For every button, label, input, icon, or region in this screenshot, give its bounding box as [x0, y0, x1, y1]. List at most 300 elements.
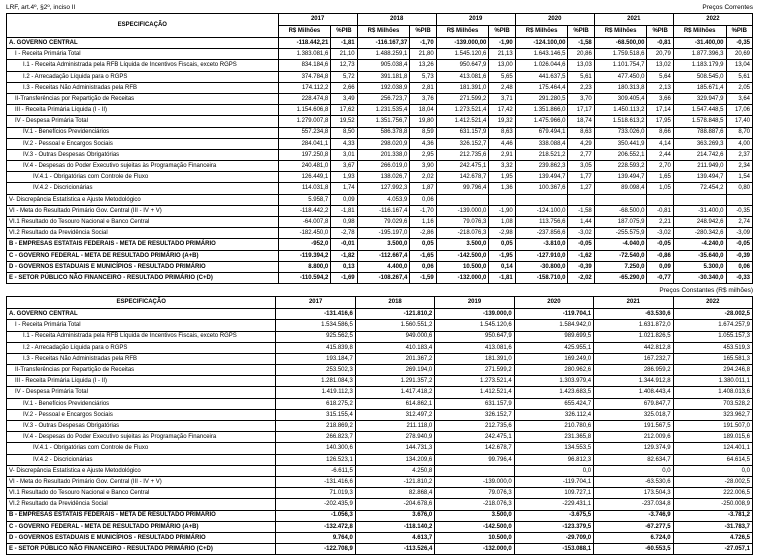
- table-row: [7, 138, 753, 149]
- row-value: -237.034,8: [594, 499, 673, 510]
- row-value: 271.599,2: [435, 365, 514, 376]
- row-label: IV - Despesa Primária Total: [7, 387, 276, 398]
- row-value: 5.300,0: [673, 261, 726, 272]
- row-value: -237.856,6: [515, 228, 568, 239]
- row-value: [436, 194, 489, 205]
- row-value: 82.868,4: [355, 488, 434, 499]
- row-value: 2,02: [410, 172, 436, 183]
- row-value: -131.416,6: [276, 309, 355, 320]
- row-value: -153.088,1: [514, 544, 593, 555]
- row-value: 618.275,2: [276, 398, 355, 409]
- table1-sub-2021-value: R$ Milhões: [594, 26, 647, 38]
- row-value: -127.910,0: [515, 250, 568, 261]
- table2-year-header-row: [7, 297, 753, 309]
- row-value: 2,77: [568, 149, 594, 160]
- table-row: [7, 342, 753, 353]
- row-value: 139.494,7: [673, 172, 726, 183]
- row-value: 228.593,2: [594, 161, 647, 172]
- row-value: 17,42: [489, 105, 515, 116]
- row-value: 212.735,6: [435, 421, 514, 432]
- row-value: 13,26: [410, 60, 436, 71]
- table1-year-2018: 2018: [357, 14, 436, 26]
- row-value: -63.530,6: [594, 476, 673, 487]
- row-label: IV.2 - Pessoal e Encargos Sociais: [7, 138, 279, 149]
- row-value: 1.026.044,6: [515, 60, 568, 71]
- row-value: 325.018,7: [594, 409, 673, 420]
- row-value: 5,72: [331, 71, 357, 82]
- row-value: 1.631.872,0: [594, 320, 673, 331]
- row-label: VI - Meta do Resultado Primário Gov. Central (III - IV + V): [7, 205, 279, 216]
- row-value: -31.400,0: [673, 205, 726, 216]
- table-row: [7, 82, 753, 93]
- row-value: 7.250,0: [594, 261, 647, 272]
- row-value: -124.100,0: [515, 205, 568, 216]
- table-row: [7, 172, 753, 183]
- row-value: 1.231.535,4: [357, 105, 410, 116]
- row-label: IV.2 - Pessoal e Encargos Sociais: [7, 409, 276, 420]
- row-label: D - GOVERNOS ESTADUAIS E MUNICÍPIOS - RESULTADO PRIMÁRIO: [7, 261, 279, 272]
- row-label: IV.3 - Outras Despesas Obrigatórias: [7, 149, 279, 160]
- row-value: 1.183.179,9: [673, 60, 726, 71]
- row-value: 312.497,2: [355, 409, 434, 420]
- row-value: [435, 465, 514, 476]
- row-value: 4,14: [647, 138, 673, 149]
- row-value: 134.209,6: [355, 454, 434, 465]
- row-value: -1,82: [331, 250, 357, 261]
- row-value: -4.040,0: [594, 239, 647, 250]
- row-value: -0,81: [647, 205, 673, 216]
- row-value: 508.545,0: [673, 71, 726, 82]
- row-value: 614.862,1: [355, 398, 434, 409]
- table1-year-2020: 2020: [515, 14, 594, 26]
- row-value: 1,08: [489, 217, 515, 228]
- row-value: -131.416,6: [276, 476, 355, 487]
- row-value: 1.408.013,6: [673, 387, 752, 398]
- row-value: [594, 194, 647, 205]
- row-value: 1.534.586,5: [276, 320, 355, 331]
- row-value: 269.194,0: [355, 365, 434, 376]
- row-value: 242.475,1: [436, 161, 489, 172]
- row-value: 326.112,4: [514, 409, 593, 420]
- row-value: 2,34: [726, 161, 752, 172]
- row-value: -1,58: [568, 205, 594, 216]
- row-value: 4.053,9: [357, 194, 410, 205]
- row-value: 4,46: [489, 138, 515, 149]
- row-value: 8,63: [489, 127, 515, 138]
- row-value: 79.076,3: [436, 217, 489, 228]
- row-value: 1.383.081,6: [278, 49, 331, 60]
- row-value: 1.412.521,4: [436, 116, 489, 127]
- row-label: IV.4.2 - Discricionárias: [7, 183, 279, 194]
- row-value: [647, 194, 673, 205]
- row-label: IV.1 - Benefícios Previdenciários: [7, 127, 279, 138]
- row-value: -3,09: [726, 228, 752, 239]
- table-row: [7, 532, 753, 543]
- table-row: [7, 387, 753, 398]
- row-value: 20,79: [647, 49, 673, 60]
- row-value: -118.140,2: [355, 521, 434, 532]
- row-value: -0,86: [647, 250, 673, 261]
- row-value: 17,17: [568, 105, 594, 116]
- table1-sub-2017-value: R$ Milhões: [278, 26, 331, 38]
- row-value: [568, 194, 594, 205]
- table-row: [7, 510, 753, 521]
- row-value: -123.379,5: [514, 521, 593, 532]
- table1-col-especificacao: ESPECIFICAÇÃO: [7, 14, 279, 38]
- row-value: 2,81: [410, 82, 436, 93]
- row-label: VI.1 Resultado do Tesouro Nacional e Banco Central: [7, 217, 279, 228]
- row-value: -1,58: [568, 38, 594, 49]
- row-value: 206.552,1: [594, 149, 647, 160]
- row-value: 1.281.084,3: [276, 376, 355, 387]
- document-header: [6, 4, 753, 11]
- row-value: 82.634,7: [594, 454, 673, 465]
- row-value: 248.942,6: [673, 217, 726, 228]
- table1-year-2017: 2017: [278, 14, 357, 26]
- row-value: 425.955,1: [514, 342, 593, 353]
- row-value: 180.313,8: [594, 82, 647, 93]
- row-value: 6.724,0: [594, 532, 673, 543]
- row-value: 174.112,2: [278, 82, 331, 93]
- row-value: -65.290,0: [594, 272, 647, 283]
- row-value: 1.518.613,2: [594, 116, 647, 127]
- row-value: -3.781,2: [673, 510, 752, 521]
- row-value: 13,02: [647, 60, 673, 71]
- row-value: 3.500,0: [435, 510, 514, 521]
- row-value: 17,06: [726, 105, 752, 116]
- table-row: [7, 376, 753, 387]
- row-value: 165.581,3: [673, 353, 752, 364]
- row-value: -1,59: [410, 272, 436, 283]
- row-value: 228.474,8: [278, 93, 331, 104]
- row-value: 1.055.157,3: [673, 331, 752, 342]
- row-value: 181.391,0: [435, 353, 514, 364]
- row-value: 181.391,0: [436, 82, 489, 93]
- row-value: 1.643.146,5: [515, 49, 568, 60]
- row-label: V- Discrepância Estatística e Ajuste Metodológico: [7, 194, 279, 205]
- row-label: III - Receita Primária Líquida (I - II): [7, 376, 276, 387]
- row-value: -1,81: [331, 205, 357, 216]
- table-row: [7, 421, 753, 432]
- row-value: 1,77: [568, 172, 594, 183]
- row-value: -0,01: [331, 239, 357, 250]
- row-value: 3,05: [568, 161, 594, 172]
- row-value: -112.667,4: [357, 250, 410, 261]
- row-value: 9.764,0: [276, 532, 355, 543]
- row-value: [673, 194, 726, 205]
- row-value: -1.056,3: [276, 510, 355, 521]
- table-row: [7, 443, 753, 454]
- row-label: D - GOVERNOS ESTADUAIS E MUNICÍPIOS - RESULTADO PRIMÁRIO: [7, 532, 276, 543]
- table1-sub-2022-pib: %PIB: [726, 26, 752, 38]
- row-label: II-Transferências por Repartição de Receitas: [7, 365, 276, 376]
- row-label: I.3 - Receitas Não Administradas pela RFB: [7, 353, 276, 364]
- row-value: 338.088,4: [515, 138, 568, 149]
- row-value: 415.839,8: [276, 342, 355, 353]
- row-value: 4,33: [331, 138, 357, 149]
- row-value: 0,0: [673, 465, 752, 476]
- row-value: -121.810,2: [355, 476, 434, 487]
- row-value: 218.521,2: [515, 149, 568, 160]
- row-value: 326.152,7: [435, 409, 514, 420]
- row-value: -952,0: [278, 239, 331, 250]
- row-value: 8,70: [726, 127, 752, 138]
- row-value: 0,09: [647, 261, 673, 272]
- table2-year-2022: 2022: [673, 297, 752, 309]
- table-row: [7, 454, 753, 465]
- row-value: 1.291.357,2: [355, 376, 434, 387]
- row-value: 19,80: [410, 116, 436, 127]
- table-row: [7, 309, 753, 320]
- row-value: -1,90: [489, 205, 515, 216]
- row-value: 96.812,3: [514, 454, 593, 465]
- row-value: 1.488.259,1: [357, 49, 410, 60]
- table-row: [7, 228, 753, 239]
- row-label: E - SETOR PÚBLICO NÃO FINANCEIRO - RESULTADO PRIMÁRIO (C+D): [7, 272, 279, 283]
- row-value: 21,80: [410, 49, 436, 60]
- row-value: 212.735,6: [436, 149, 489, 160]
- row-value: 679.494,1: [515, 127, 568, 138]
- row-value: -0,35: [726, 38, 752, 49]
- row-value: 989.699,5: [514, 331, 593, 342]
- row-value: -118.442,21: [278, 38, 331, 49]
- row-value: 210.780,6: [514, 421, 593, 432]
- row-value: 631.157,9: [436, 127, 489, 138]
- row-label: I.1 - Receita Administrada pela RFB Líquida de Incentivos Fiscais, exceto RGPS: [7, 331, 276, 342]
- row-value: 3,67: [331, 161, 357, 172]
- row-value: [489, 194, 515, 205]
- row-label: C - GOVERNO FEDERAL - META DE RESULTADO PRIMÁRIO (A+B): [7, 521, 276, 532]
- row-value: -202.435,9: [276, 499, 355, 510]
- row-label: C - GOVERNO FEDERAL - META DE RESULTADO PRIMÁRIO (A+B): [7, 250, 279, 261]
- row-value: -60.553,5: [594, 544, 673, 555]
- row-value: 0,0: [514, 465, 593, 476]
- row-value: -1,62: [568, 250, 594, 261]
- row-value: 391.181,8: [357, 71, 410, 82]
- row-value: 1.547.448,5: [673, 105, 726, 116]
- row-value: 0,80: [726, 183, 752, 194]
- row-value: 71.019,3: [276, 488, 355, 499]
- row-value: -6.611,5: [276, 465, 355, 476]
- row-value: 1.303.979,4: [514, 376, 593, 387]
- row-value: 5,65: [489, 71, 515, 82]
- row-value: 126.449,1: [278, 172, 331, 183]
- row-value: 655.424,7: [514, 398, 593, 409]
- table-row: [7, 365, 753, 376]
- row-value: 192.038,9: [357, 82, 410, 93]
- row-value: 5.958,7: [278, 194, 331, 205]
- row-value: 1.417.418,2: [355, 387, 434, 398]
- row-label: II-Transferências por Repartição de Receitas: [7, 93, 279, 104]
- row-value: 2,48: [489, 82, 515, 93]
- table-row: [7, 93, 753, 104]
- row-value: 89.098,4: [594, 183, 647, 194]
- row-value: 4,29: [568, 138, 594, 149]
- precos-constantes-label: Preços Constantes (R$ milhões): [659, 287, 753, 295]
- row-value: -30.340,0: [673, 272, 726, 283]
- row-value: -31.400,00: [673, 38, 726, 49]
- row-value: -119.704,1: [514, 309, 593, 320]
- row-value: 191.507,0: [673, 421, 752, 432]
- row-value: 126.523,1: [276, 454, 355, 465]
- row-value: 211.118,0: [355, 421, 434, 432]
- table-row: [7, 320, 753, 331]
- row-value: 278.940,9: [355, 432, 434, 443]
- table-precos-correntes: [6, 13, 753, 284]
- row-value: 1.273.521,4: [435, 376, 514, 387]
- row-value: 291.280,5: [515, 93, 568, 104]
- row-value: -1,95: [489, 250, 515, 261]
- table-row: [7, 331, 753, 342]
- precos-constantes-header: [6, 287, 753, 294]
- row-value: 949.000,6: [355, 331, 434, 342]
- row-value: 788.887,6: [673, 127, 726, 138]
- row-value: 4.613,7: [355, 532, 434, 543]
- row-value: 187.075,9: [594, 217, 647, 228]
- table-row: [7, 272, 753, 283]
- row-value: -1,65: [410, 250, 436, 261]
- row-value: -67.277,5: [594, 521, 673, 532]
- row-value: -124.100,00: [515, 38, 568, 49]
- row-value: -195.197,0: [357, 228, 410, 239]
- row-value: 374.784,8: [278, 71, 331, 82]
- row-value: 350.441,9: [594, 138, 647, 149]
- row-value: -182.450,0: [278, 228, 331, 239]
- row-value: -280.342,6: [673, 228, 726, 239]
- table-row: [7, 217, 753, 228]
- row-label: IV.3 - Outras Despesas Obrigatórias: [7, 421, 276, 432]
- row-value: 113.756,6: [515, 217, 568, 228]
- row-value: 201.338,0: [357, 149, 410, 160]
- row-value: 17,40: [726, 116, 752, 127]
- row-value: 1.759.518,6: [594, 49, 647, 60]
- row-value: -28.002,5: [673, 309, 752, 320]
- row-value: -4.240,0: [673, 239, 726, 250]
- row-value: -132.000,0: [435, 544, 514, 555]
- table1-sub-2020-value: R$ Milhões: [515, 26, 568, 38]
- row-value: 185.671,4: [673, 82, 726, 93]
- row-value: -0,39: [568, 261, 594, 272]
- table-row: [7, 239, 753, 250]
- row-value: 3,70: [568, 93, 594, 104]
- row-value: -1,81: [331, 38, 357, 49]
- table1-sub-2018-value: R$ Milhões: [357, 26, 410, 38]
- row-value: 169.249,0: [514, 353, 593, 364]
- row-value: -1,69: [331, 272, 357, 283]
- lrf-reference: LRF, art.4º, §2º, inciso II: [6, 4, 76, 11]
- row-value: -28.002,5: [673, 476, 752, 487]
- row-value: 138.026,7: [357, 172, 410, 183]
- row-value: -29.709,0: [514, 532, 593, 543]
- row-value: 17,95: [647, 116, 673, 127]
- row-label: I.2 - Arrecadação Líquida para o RGPS: [7, 342, 276, 353]
- row-value: 453.519,3: [673, 342, 752, 353]
- table1-year-2021: 2021: [594, 14, 673, 26]
- row-value: 441.637,5: [515, 71, 568, 82]
- row-value: 140.300,6: [276, 443, 355, 454]
- row-label: V- Discrepância Estatística e Ajuste Metodológico: [7, 465, 276, 476]
- row-value: 3,49: [331, 93, 357, 104]
- row-value: 109.727,1: [514, 488, 593, 499]
- row-value: 326.152,7: [436, 138, 489, 149]
- row-value: -132.472,8: [276, 521, 355, 532]
- row-value: 3.500,0: [357, 239, 410, 250]
- row-value: -229.431,1: [514, 499, 593, 510]
- table-row: [7, 544, 753, 555]
- row-value: 134.553,5: [514, 443, 593, 454]
- row-value: 197.250,8: [278, 149, 331, 160]
- row-value: -142.500,0: [436, 250, 489, 261]
- row-value: 10.500,0: [436, 261, 489, 272]
- row-value: 1,54: [726, 172, 752, 183]
- row-value: -142.500,0: [435, 521, 514, 532]
- row-value: 410.183,4: [355, 342, 434, 353]
- table-row: [7, 105, 753, 116]
- row-value: -3,02: [568, 228, 594, 239]
- table1-year-2019: 2019: [436, 14, 515, 26]
- table-row: [7, 499, 753, 510]
- row-value: 1,27: [568, 183, 594, 194]
- table-row: [7, 60, 753, 71]
- row-value: 5,64: [647, 71, 673, 82]
- row-value: 1,95: [489, 172, 515, 183]
- row-value: 72.454,2: [673, 183, 726, 194]
- row-value: -108.267,4: [357, 272, 410, 283]
- row-value: -250.008,9: [673, 499, 752, 510]
- table-row: [7, 398, 753, 409]
- row-label: IV.4.1 - Obrigatórias com Controle de Fluxo: [7, 172, 279, 183]
- row-label: E - SETOR PÚBLICO NÃO FINANCEIRO - RESULTADO PRIMÁRIO (C+D): [7, 544, 276, 555]
- table-row: [7, 183, 753, 194]
- row-value: -3.810,0: [515, 239, 568, 250]
- row-value: [726, 194, 752, 205]
- row-value: -119.704,1: [514, 476, 593, 487]
- table-row: [7, 38, 753, 49]
- row-value: -132.000,0: [436, 272, 489, 283]
- row-value: 315.155,4: [276, 409, 355, 420]
- row-value: -35.640,0: [673, 250, 726, 261]
- row-value: -158.710,0: [515, 272, 568, 283]
- row-value: -1,81: [489, 272, 515, 283]
- row-value: -122.708,9: [276, 544, 355, 555]
- table-row: [7, 521, 753, 532]
- table-row: [7, 149, 753, 160]
- row-value: 21,10: [331, 49, 357, 60]
- row-value: 1.423.683,5: [514, 387, 593, 398]
- row-value: 2,05: [726, 82, 752, 93]
- row-value: -204.678,6: [355, 499, 434, 510]
- row-value: 3.500,0: [436, 239, 489, 250]
- row-value: 309.405,4: [594, 93, 647, 104]
- row-value: -2,98: [489, 228, 515, 239]
- row-value: -3,02: [647, 228, 673, 239]
- row-value: 298.020,9: [357, 138, 410, 149]
- row-value: 8.800,0: [278, 261, 331, 272]
- row-value: 8,66: [647, 127, 673, 138]
- row-value: 214.742,6: [673, 149, 726, 160]
- row-label: I.1 - Receita Administrada pela RFB Líquida de Incentivos Fiscais, exceto RGPS: [7, 60, 279, 71]
- row-value: -110.594,2: [278, 272, 331, 283]
- row-value: 2,23: [568, 82, 594, 93]
- row-label: IV - Despesa Primária Total: [7, 116, 279, 127]
- row-value: 21,13: [489, 49, 515, 60]
- table1-year-2022: 2022: [673, 14, 752, 26]
- row-value: -27.057,1: [673, 544, 752, 555]
- row-value: 13,04: [726, 60, 752, 71]
- row-value: -63.530,6: [594, 309, 673, 320]
- row-value: 557.234,8: [278, 127, 331, 138]
- row-value: 5,61: [568, 71, 594, 82]
